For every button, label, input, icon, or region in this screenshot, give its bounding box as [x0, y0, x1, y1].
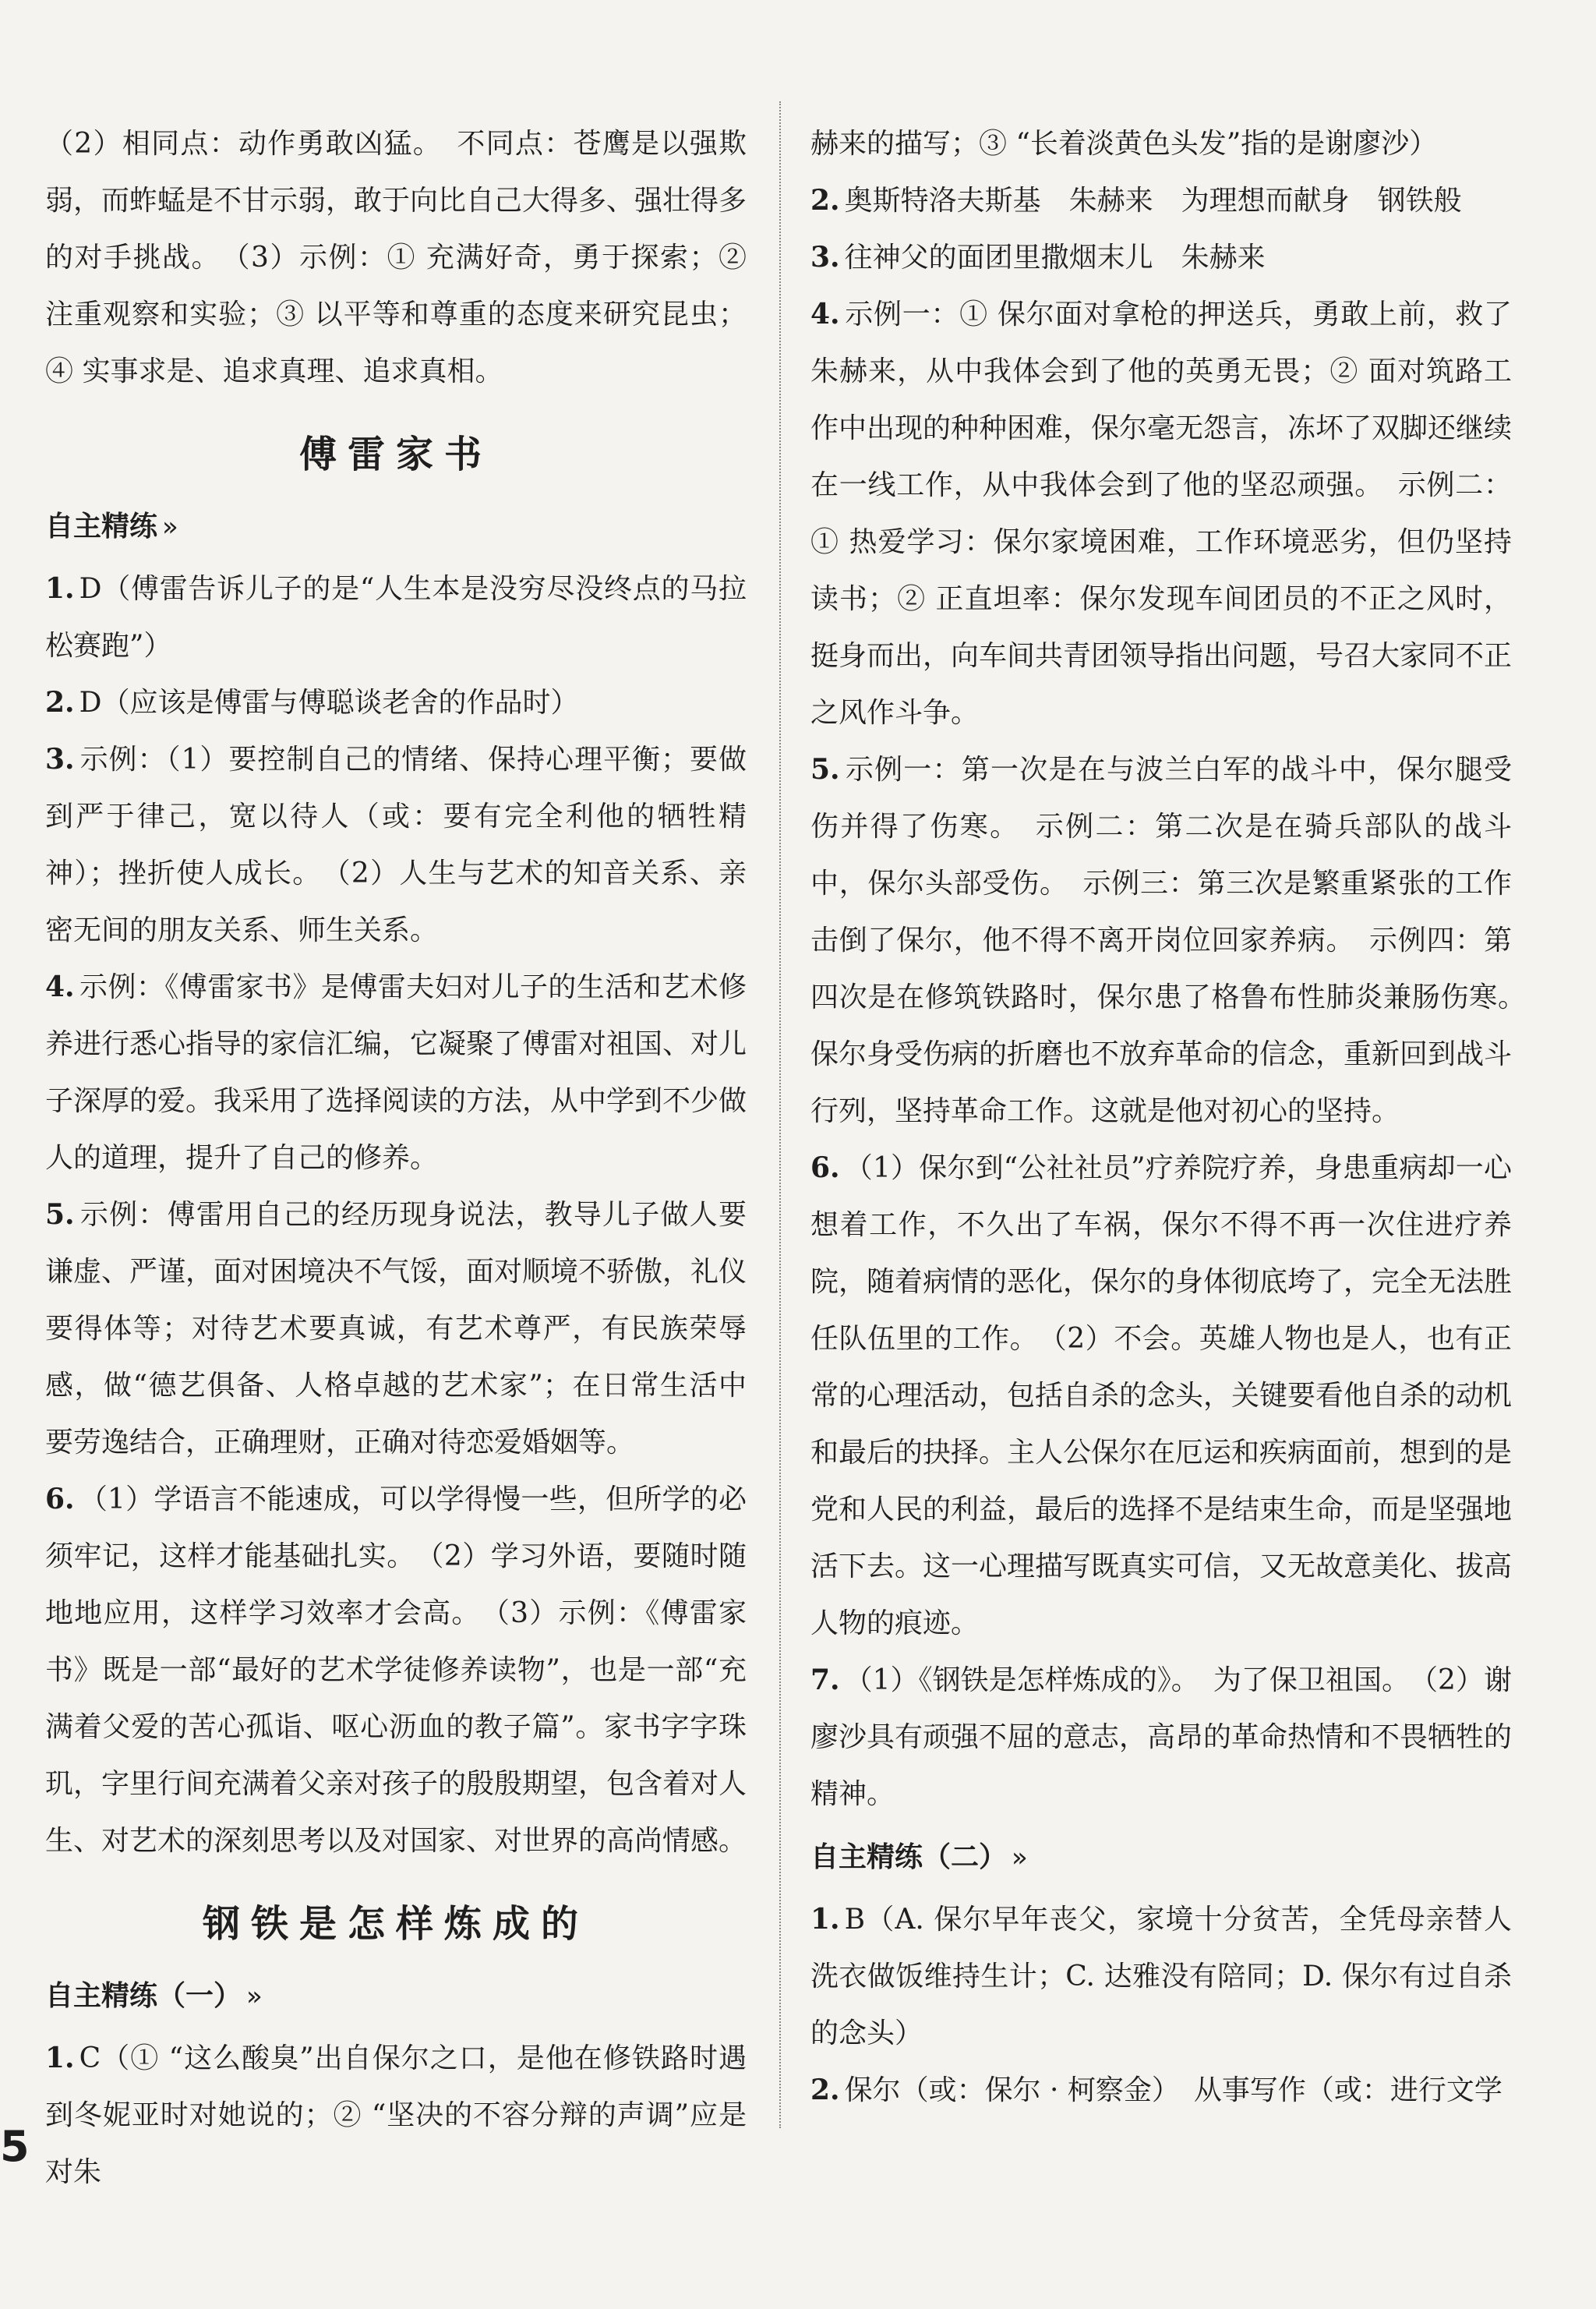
item-number: 3.: [45, 743, 75, 776]
page-number: 5: [0, 2122, 30, 2171]
item-number: 2.: [810, 184, 840, 217]
item-text: 奥斯特洛夫斯基 朱赫来 为理想而献身 钢铁般: [844, 185, 1462, 217]
item-number: 6.: [45, 1483, 75, 1515]
item-text: 示例：傅雷用自己的经历现身说法，教导儿子做人要谦虚、严谨，面对困境决不气馁，面对顺境不骄傲，礼仪要得体等；对待艺术要真诚，有艺术尊严，有民族荣辱感，做“德艺俱备、人格卓越的艺术家”；在日常生活中要劳逸结合，正确理财，正确对待恋爱婚姻等。: [45, 1199, 747, 1459]
answer-item: [45, 959, 747, 1186]
subheading-label: 自主精练: [45, 511, 158, 543]
chevron-icon: »: [246, 1981, 263, 2012]
right-column: [810, 115, 1541, 2119]
answer-item: [810, 741, 1541, 1140]
answer-item: [810, 2062, 1512, 2119]
item-number: 1.: [45, 572, 75, 605]
subheading-label: 自主精练（一）: [45, 1980, 242, 2012]
answer-item: [810, 1140, 1512, 1652]
item-text: 往神父的面团里撒烟末儿 朱赫来: [844, 242, 1266, 274]
subheading-label: 自主精练（二）: [810, 1841, 1008, 1873]
item-number: 2.: [810, 2074, 840, 2106]
item-text: 保尔（或：保尔 · 柯察金） 从事写作（或：进行文学: [844, 2074, 1502, 2106]
answer-item: [45, 560, 747, 674]
answer-item: [810, 1891, 1512, 2062]
answer-item: [810, 1652, 1512, 1823]
answer-item: [45, 1471, 747, 1869]
section-title-steel: 钢铁是怎样炼成的: [202, 1902, 589, 1946]
item-number: 5.: [45, 1198, 75, 1231]
item-number: 4.: [45, 971, 75, 1003]
item-text: （1）《钢铁是怎样炼成的》。 为了保卫祖国。 （2）谢廖沙具有顽强不屈的意志，高昂的革命热情和不畏牺牲的精神。: [810, 1664, 1513, 1810]
chevron-icon: »: [1012, 1842, 1028, 1873]
item-text: 示例：《傅雷家书》是傅雷夫妇对儿子的生活和艺术修养进行悉心指导的家信汇编，它凝聚了傅雷对祖国、对儿子深厚的爱。我采用了选择阅读的方法，从中学到不少做人的道理，提升了自己的修养。: [45, 971, 747, 1174]
column-divider: [779, 101, 781, 2128]
section-title-fulei: 傅雷家书: [298, 433, 493, 476]
item-number: 7.: [810, 1664, 840, 1696]
item-text: D（应该是傅雷与傅聪谈老舍的作品时）: [79, 687, 579, 719]
item-number: 1.: [810, 1903, 840, 1936]
item-text: D（傅雷告诉儿子的是“人生本是没穷尽没终点的马拉松赛跑”）: [45, 573, 747, 662]
answer-item: [810, 172, 1512, 229]
item-text: （1）学语言不能速成，可以学得慢一些，但所学的必须牢记，这样才能基础扎实。 （2）学习外语，要随时随地地应用，这样学习效率才会高。 （3）示例：《傅雷家书》既是一部“最好的艺术学徒修养读物”，也是一部“充满着父爱的苦心孤诣、呕心沥血的教子篇”。家书字字珠玑，字里行间充满着父亲对孩子的殷殷期望，包含着对人生、对艺术的深刻思考以及对国家、对世界的高尚情感。: [45, 1483, 747, 1857]
item-text: B（A. 保尔早年丧父，家境十分贫苦，全凭母亲替人洗衣做饭维持生计；C. 达雅没有陪同；D. 保尔有过自杀的念头）: [810, 1904, 1512, 2049]
item-number: 4.: [810, 298, 840, 331]
item-text: （1）保尔到“公社社员”疗养院疗养，身患重病却一心想着工作，不久出了车祸，保尔不得不再一次住进疗养院，随着病情的恶化，保尔的身体彻底垮了，完全无法胜任队伍里的工作。 （2）不会。英雄人物也是人，也有正常的心理活动，包括自杀的念头，关键要看他自杀的动机和最后的抉择。主人公保尔在厄运和疾病面前，想到的是党和人民的利益，最后的选择不是结束生命，而是坚强地活下去。这一心理描写既真实可信，又无故意美化、拔高人物的痕迹。: [810, 1152, 1513, 1639]
item-text: 示例一：① 保尔面对拿枪的押送兵，勇敢上前，救了朱赫来，从中我体会到了他的英勇无畏；② 面对筑路工作中出现的种种困难，保尔毫无怨言，冻坏了双脚还继续在一线工作，从中我体会到了他的坚忍顽强。 示例二：① 热爱学习：保尔家境困难，工作环境恶劣，但仍坚持读书；② 正直坦率：保尔发现车间团员的不正之风时，挺身而出，向车间共青团领导指出问题，号召大家同不正之风作斗争。: [810, 299, 1513, 729]
item-text: 示例：（1）要控制自己的情绪、保持心理平衡；要做到严于律己，宽以待人（或：要有完全利他的牺牲精神）；挫折使人成长。 （2）人生与艺术的知音关系、亲密无间的朋友关系、师生关系。: [45, 744, 747, 946]
chevron-icon: »: [162, 511, 178, 543]
answer-item: [810, 229, 1512, 286]
subheading-practice-1: [45, 1969, 747, 2024]
answer-item: [45, 2030, 747, 2201]
answer-list-steel-1: [810, 172, 1541, 1823]
carry-paragraph: （2）相同点：动作勇敢凶猛。 不同点：苍鹰是以强欺弱，而蚱蜢是不甘示弱，敢于向比自己大得多、强壮得多的对手挑战。 （3）示例：① 充满好奇，勇于探索；② 注重观察和实验；③ 以平等和尊重的态度来研究昆虫；④ 实事求是、追求真理、追求真相。: [45, 128, 747, 387]
answer-list-fulei: [45, 560, 747, 1869]
answer-item: [45, 1186, 747, 1471]
item-number: 1.: [45, 2042, 75, 2074]
answer-item: [45, 731, 747, 959]
item-text: C（① “这么酸臭”出自保尔之口，是他在修铁路时遇到冬妮亚时对她说的；② “坚决的不容分辩的声调”应是对朱: [45, 2042, 747, 2188]
left-column: [45, 115, 747, 2201]
item-number: 3.: [810, 241, 840, 274]
answer-list-steel-2: [810, 1891, 1512, 2119]
subheading-practice-2: [810, 1830, 1512, 1885]
item-number: 6.: [810, 1151, 840, 1184]
subheading-practice: [45, 500, 747, 554]
item-number: 5.: [810, 753, 840, 786]
item-text: 示例一：第一次是在与波兰白军的战斗中，保尔腿受伤并得了伤寒。 示例二：第二次是在骑兵部队的战斗中，保尔头部受伤。 示例三：第三次是繁重紧张的工作击倒了保尔，他不得不离开岗位回家养病。 示例四：第四次是在修筑铁路时，保尔患了格鲁布性肺炎兼肠伤寒。 保尔身受伤病的折磨也不放弃革命的信念，重新回到战斗行列，坚持革命工作。这就是他对初心的坚持。: [810, 754, 1541, 1127]
item-number: 2.: [45, 686, 75, 719]
answer-item: [45, 674, 747, 731]
answer-item: [810, 286, 1512, 741]
carry-paragraph: 赫来的描写；③ “长着淡黄色头发”指的是谢廖沙）: [810, 128, 1438, 160]
